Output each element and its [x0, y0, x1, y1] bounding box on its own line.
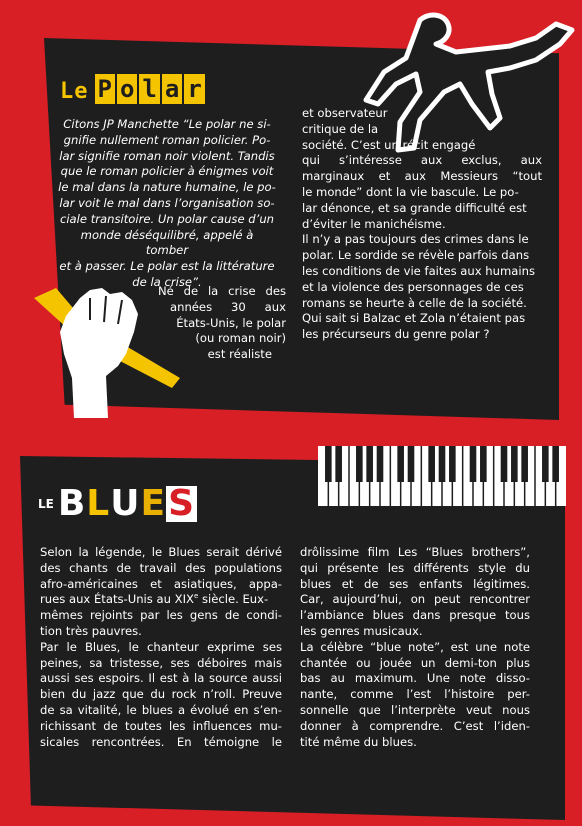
piano-black-key: [501, 446, 508, 482]
text-line: Qui sait si Balzac et Zola n’étaient pas: [302, 311, 526, 326]
text-line: Né de la crise des: [158, 284, 286, 298]
text-line: bas au maximum. Une note disso-: [300, 671, 530, 686]
text-line: des chants de travail des populations: [40, 560, 282, 575]
text-line: les précurseurs du genre polar ?: [302, 327, 490, 342]
century-superscript: e: [193, 592, 199, 601]
piano-black-key: [542, 446, 549, 482]
text-line: années 30 aux: [170, 299, 286, 314]
polar-title-le: Le: [60, 79, 89, 104]
piano-black-key: [408, 446, 415, 482]
text-line: blues et de ses enfants légitimes.: [300, 576, 530, 591]
text-line: richissant de toutes les influences mu-: [40, 718, 282, 733]
blues-title-letter: S: [168, 483, 196, 524]
piano-black-key: [511, 446, 518, 482]
piano-black-key: [521, 446, 528, 482]
blues-title-letter: B: [57, 483, 87, 524]
piano-keys-icon: [318, 446, 566, 506]
text-line: que le roman policier à énigmes voit: [60, 164, 274, 179]
text-fragment: rues aux États-Unis au XIX: [40, 592, 194, 607]
polar-title-letter: P: [95, 74, 115, 104]
text-line: critique de la: [302, 121, 379, 136]
text-line: qui présente les différents style du: [300, 560, 530, 575]
piano-black-key: [377, 446, 384, 482]
polar-title-letter: a: [162, 74, 182, 104]
text-line: chantée ou jouée un demi-ton plus: [300, 655, 530, 670]
text-line: La célèbre “blue note”, est une note: [300, 639, 530, 654]
text-line: d’éviter le manichéisme.: [302, 216, 446, 231]
text-line: qui s’intéresse aux exclus, aux: [302, 153, 542, 168]
text-line: peines, sa tristesse, ses déboires mais: [40, 655, 282, 670]
polar-quote: [58, 117, 276, 291]
text-fragment: siècle. Eux-: [198, 592, 269, 607]
text-line: drôlissime film Les “Blues brothers”,: [300, 545, 530, 559]
text-line: afro-américaines et asiatiques, appa-: [40, 576, 282, 591]
text-line: et observateur: [302, 106, 388, 120]
text-line: Selon la légende, le Blues serait dérivé: [40, 545, 282, 559]
polar-title-letter: r: [184, 74, 204, 104]
text-line: aussi ses espoirs. Il est à la source aussi: [40, 671, 282, 686]
text-line: de la crise”.: [132, 274, 202, 289]
text-line: mêmes rejoints par les gens de condi-: [40, 608, 282, 623]
piano-black-key: [335, 446, 342, 482]
text-line: est réaliste: [207, 347, 272, 362]
text-line: nante, comme l’est l’histoire per-: [300, 687, 530, 702]
text-line: États-Unis, le polar: [176, 315, 286, 330]
piano-black-key: [428, 446, 435, 482]
piano-black-key: [356, 446, 363, 482]
text-line: bien du jazz que du rock n’roll. Preuve: [40, 687, 282, 702]
blues-right-column: [300, 545, 530, 750]
text-line: le monde” dont la vie bascule. Le po-: [302, 184, 519, 199]
piano-black-key: [366, 446, 373, 482]
polar-title-letter: l: [139, 74, 159, 104]
text-line: tion très pauvres.: [40, 623, 142, 638]
piano-black-key: [470, 446, 477, 482]
text-line: Citons JP Manchette “Le polar ne si-: [63, 117, 271, 131]
text-line: et la violence des personnages de ces: [302, 279, 524, 294]
polar-title: [60, 70, 207, 104]
text-line: l’ambiance blues dans presque tous: [300, 608, 530, 623]
text-line: tité même du blues.: [300, 734, 417, 749]
text-line: lar voit le mal dans l’organisation so-: [59, 195, 275, 210]
text-line: les conditions de vie faites aux humains: [302, 263, 536, 278]
text-line: Par le Blues, le chanteur exprime ses: [40, 639, 282, 654]
text-line: et à passer. Le polar est la littérature: [59, 259, 275, 274]
blues-title: [38, 483, 197, 524]
blues-title-le: LE: [38, 497, 54, 511]
text-line: le mal dans la nature humaine, le po-: [58, 180, 276, 195]
piano-black-key: [325, 446, 332, 482]
text-line: romans se heurte à celle de la société.: [302, 295, 527, 310]
blues-title-letter: E: [140, 483, 167, 524]
text-line: sicales rencontrées. En témoigne le: [40, 734, 282, 749]
text-line: monde déséquilibré, appelé à tomber: [80, 227, 254, 258]
blues-title-letter: U: [110, 483, 141, 524]
piano-black-key: [397, 446, 404, 482]
polar-intro: [158, 284, 286, 363]
blues-title-letter: L: [86, 483, 111, 524]
text-line: [40, 592, 282, 608]
text-line: ciale transitoire. Un polar cause d’un: [59, 211, 275, 226]
text-line: donner à comprendre. C’est l’iden-: [300, 718, 530, 733]
text-line: société. C’est un récit engagé: [302, 137, 476, 152]
text-line: de sa vitalité, le blues a évolué en s’en-: [40, 702, 282, 717]
text-line: marginaux et aux Messieurs “tout: [302, 169, 542, 184]
text-line: Car, aujourd’hui, on peut rencontrer: [300, 592, 530, 607]
text-line: lar dénonce, et sa grande difficulté est: [302, 200, 527, 215]
text-line: lar signifie roman noir violent. Tandis: [59, 148, 275, 163]
text-line: Il n’y a pas toujours des crimes dans le: [302, 232, 529, 247]
piano-black-key: [439, 446, 446, 482]
piano-black-key: [449, 446, 456, 482]
piano-black-key: [552, 446, 559, 482]
piano-black-key: [480, 446, 487, 482]
polar-right-column: [302, 106, 542, 343]
blues-left-column: [40, 545, 282, 750]
text-line: (ou roman noir): [195, 331, 286, 346]
text-line: les genres musicaux.: [300, 623, 423, 638]
text-line: polar. Le sordide se révèle parfois dans: [302, 248, 530, 263]
text-line: sonnelle que l’interprète veut nous: [300, 702, 530, 717]
polar-title-letter: o: [117, 74, 137, 104]
text-line: gnifie nullement roman policier. Po-: [63, 132, 271, 147]
